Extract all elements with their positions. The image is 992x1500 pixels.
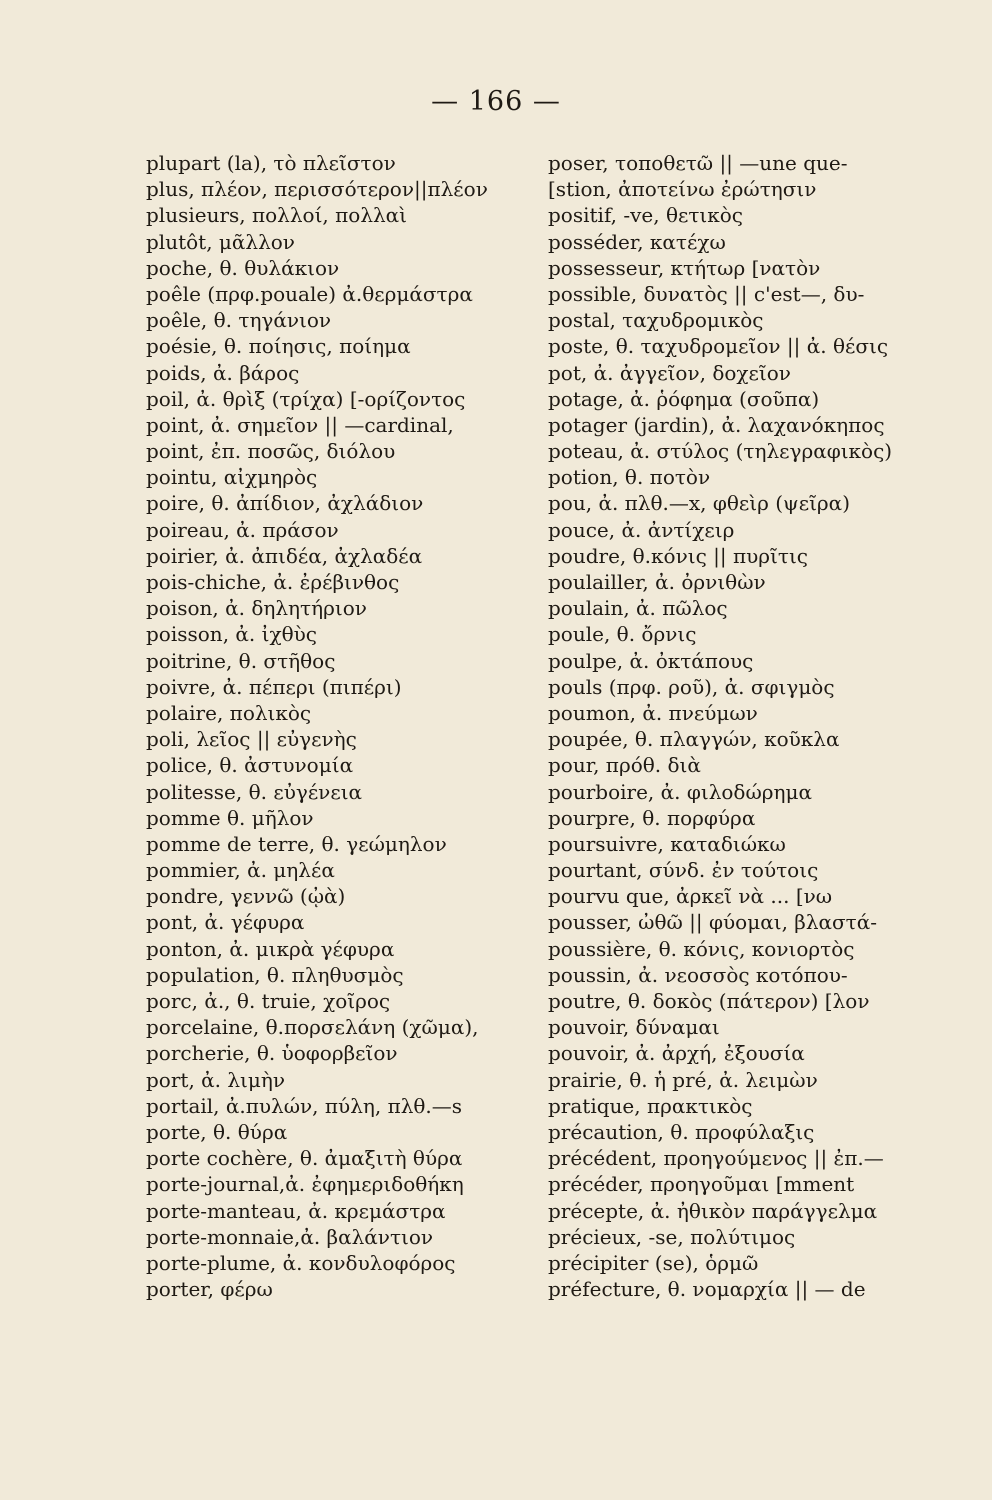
dictionary-entry: pratique, πρακτικὸς: [548, 1093, 753, 1118]
dictionary-entry: poêle, θ. τηγάνιον: [146, 308, 332, 333]
dictionary-entry: poil, ἀ. θρὶξ (τρίχα) [-ορίζοντος: [146, 386, 466, 411]
dictionary-entry: possible, δυνατὸς || c'est—, δυ-: [548, 281, 865, 306]
dictionary-entry: poésie, θ. ποίησις, ποίημα: [146, 334, 411, 359]
dictionary-entry: poutre, θ. δοκὸς (πάτερον) [λον: [548, 989, 870, 1013]
dictionary-entry: pousser, ὠθῶ || φύομαι, βλαστά-: [548, 910, 878, 935]
dictionary-entry: population, θ. πληθυσμὸς: [146, 962, 404, 987]
dictionary-entry: pourboire, ἀ. φιλοδώρημα: [548, 779, 813, 804]
dictionary-entry: potion, θ. ποτὸν: [548, 465, 711, 490]
dictionary-entry: poivre, ἀ. πέπερι (πιπέρι): [146, 674, 402, 699]
dictionary-entry: porcherie, θ. ὑοφορβεῖον: [146, 1041, 398, 1066]
dictionary-entry: porcelaine, θ.πορσελάνη (χῶμα),: [146, 1015, 479, 1040]
dictionary-entry: poursuivre, καταδιώκω: [548, 831, 786, 856]
dictionary-entry: poulpe, ἀ. ὀκτάπους: [548, 648, 754, 673]
dictionary-entry: pou, ἀ. πλθ.—x, φθεὶρ (ψεῖρα): [548, 491, 850, 516]
dictionary-entry: précepte, ἀ. ἠθικὸν παράγγελμα: [548, 1198, 878, 1223]
dictionary-entry: pourtant, σύνδ. ἐν τούτοις: [548, 858, 819, 883]
dictionary-entry: précipiter (se), ὁρμῶ: [548, 1250, 759, 1275]
dictionary-entry: poulain, ἀ. πῶλος: [548, 596, 728, 621]
dictionary-entry: possesseur, κτήτωρ [νατὸν: [548, 255, 821, 280]
dictionary-entry: potager (jardin), ἀ. λαχανόκηπος: [548, 412, 885, 437]
dictionary-entry: plutôt, μᾶλλον: [146, 229, 295, 254]
dictionary-entry: point, ἐπ. ποσῶς, διόλου: [146, 439, 396, 464]
dictionary-entry: porte-monnaie,ἀ. βαλάντιον: [146, 1224, 434, 1249]
dictionary-entry: poule, θ. ὄρνις: [548, 622, 697, 647]
dictionary-entry: poire, θ. ἀπίδιον, ἀχλάδιον: [146, 491, 424, 516]
dictionary-entry: porte-manteau, ἀ. κρεμάστρα: [146, 1198, 446, 1223]
page-number: — 166 —: [431, 86, 561, 117]
dictionary-entry: [stion, ἀποτείνω ἐρώτησιν: [548, 177, 817, 202]
dictionary-entry: poisson, ἀ. ἰχθὺς: [146, 622, 317, 647]
dictionary-entry: poser, τοποθετῶ || —une que-: [548, 151, 848, 175]
dictionary-entry: police, θ. ἀστυνομία: [146, 753, 354, 778]
dictionary-entry: poireau, ἀ. πράσον: [146, 517, 339, 542]
dictionary-entry: poste, θ. ταχυδρομεῖον || ἀ. θέσις: [548, 334, 889, 359]
dictionary-entry: pouls (πρφ. ροῦ), ἀ. σφιγμὸς: [548, 674, 835, 699]
dictionary-entry: poli, λεῖος || εὐγενὴς: [146, 727, 357, 752]
dictionary-entry: pointu, αἰχμηρὸς: [146, 465, 318, 490]
dictionary-entry: pomme de terre, θ. γεώμηλον: [146, 831, 447, 856]
dictionary-entry: pondre, γεννῶ (ᾠὰ): [146, 884, 346, 909]
dictionary-entry: positif, -ve, θετικὸς: [548, 203, 743, 228]
dictionary-entry: poitrine, θ. στῆθος: [146, 648, 336, 673]
dictionary-entry: pommier, ἀ. μηλέα: [146, 858, 335, 883]
dictionary-entry: poison, ἀ. δηλητήριον: [146, 596, 367, 621]
dictionary-entry: porte-journal,ἀ. ἐφημεριδοθήκη: [146, 1172, 464, 1197]
dictionary-entry: pour, πρόθ. διὰ: [548, 753, 701, 778]
dictionary-entry: poussière, θ. κόνις, κονιορτὸς: [548, 936, 855, 961]
dictionary-entry: pourvu que, ἀρκεῖ νὰ ... [νω: [548, 884, 833, 909]
right-dictionary-column: [548, 150, 918, 1302]
dictionary-entry: pomme θ. μῆλον: [146, 805, 314, 830]
dictionary-entry: pouce, ἀ. ἀντίχειρ: [548, 517, 735, 542]
dictionary-entry: porter, φέρω: [146, 1277, 273, 1302]
dictionary-entry: point, ἀ. σημεῖον || —cardinal,: [146, 412, 454, 437]
dictionary-entry: postal, ταχυδρομικὸς: [548, 308, 764, 333]
dictionary-entry: poussin, ἀ. νεοσσὸς κοτόπου-: [548, 962, 848, 987]
dictionary-entry: prairie, θ. ἡ pré, ἀ. λειμὼν: [548, 1067, 818, 1092]
dictionary-entry: poumon, ἀ. πνεύμων: [548, 700, 758, 725]
dictionary-entry: porte-plume, ἀ. κονδυλοφόρος: [146, 1250, 456, 1275]
dictionary-entry: précéder, προηγοῦμαι [mment: [548, 1172, 855, 1197]
dictionary-entry: ponton, ἀ. μικρὰ γέφυρα: [146, 936, 395, 961]
dictionary-entry: poulailler, ἀ. ὀρνιθὼν: [548, 570, 766, 594]
dictionary-entry: pouvoir, δύναμαι: [548, 1015, 720, 1040]
dictionary-entry: porte cochère, θ. ἀμαξιτὴ θύρα: [146, 1146, 463, 1171]
dictionary-entry: portail, ἀ.πυλών, πύλη, πλθ.—s: [146, 1093, 463, 1118]
dictionary-entry: poudre, θ.κόνις || πυρῖτις: [548, 543, 808, 568]
dictionary-entry: potage, ἀ. ῥόφημα (σοῦπα): [548, 386, 820, 411]
dictionary-entry: port, ἀ. λιμὴν: [146, 1067, 286, 1092]
dictionary-entry: polaire, πολικὸς: [146, 700, 312, 725]
left-dictionary-column: [146, 150, 516, 1302]
dictionary-entry: poêle (πρφ.pouale) ἀ.θερμάστρα: [146, 281, 473, 306]
dictionary-entry: précieux, -se, πολύτιμος: [548, 1224, 796, 1249]
dictionary-entry: pouvoir, ἀ. ἀρχή, ἐξουσία: [548, 1041, 805, 1066]
dictionary-entry: plupart (la), τὸ πλεῖστον: [146, 151, 396, 175]
dictionary-entry: plusieurs, πολλοί, πολλαὶ: [146, 203, 408, 228]
dictionary-entry: plus, πλέον, περισσότερον||πλέον: [146, 177, 488, 202]
dictionary-entry: pont, ἀ. γέφυρα: [146, 910, 305, 935]
dictionary-entry: porc, ἀ., θ. truie, χοῖρος: [146, 989, 391, 1013]
dictionary-entry: poupée, θ. πλαγγών, κοῦκλα: [548, 727, 840, 752]
dictionary-entry: poids, ἀ. βάρος: [146, 360, 300, 385]
dictionary-entry: poirier, ἀ. ἀπιδέα, ἀχλαδέα: [146, 543, 423, 568]
dictionary-entry: préfecture, θ. νομαρχία || — de: [548, 1277, 866, 1302]
dictionary-entry: pois-chiche, ἀ. ἐρέβινθος: [146, 570, 400, 594]
dictionary-entry: porte, θ. θύρα: [146, 1119, 288, 1144]
dictionary-entry: pot, ἀ. ἀγγεῖον, δοχεῖον: [548, 360, 791, 385]
dictionary-entry: poteau, ἀ. στύλος (τηλεγραφικὸς): [548, 439, 893, 464]
dictionary-entry: pourpre, θ. πορφύρα: [548, 805, 756, 830]
dictionary-entry: précédent, προηγούμενος || ἐπ.—: [548, 1146, 884, 1171]
dictionary-entry: politesse, θ. εὐγένεια: [146, 779, 363, 804]
dictionary-entry: précaution, θ. προφύλαξις: [548, 1119, 815, 1144]
dictionary-entry: poche, θ. θυλάκιον: [146, 255, 340, 280]
dictionary-entry: posséder, κατέχω: [548, 229, 726, 254]
